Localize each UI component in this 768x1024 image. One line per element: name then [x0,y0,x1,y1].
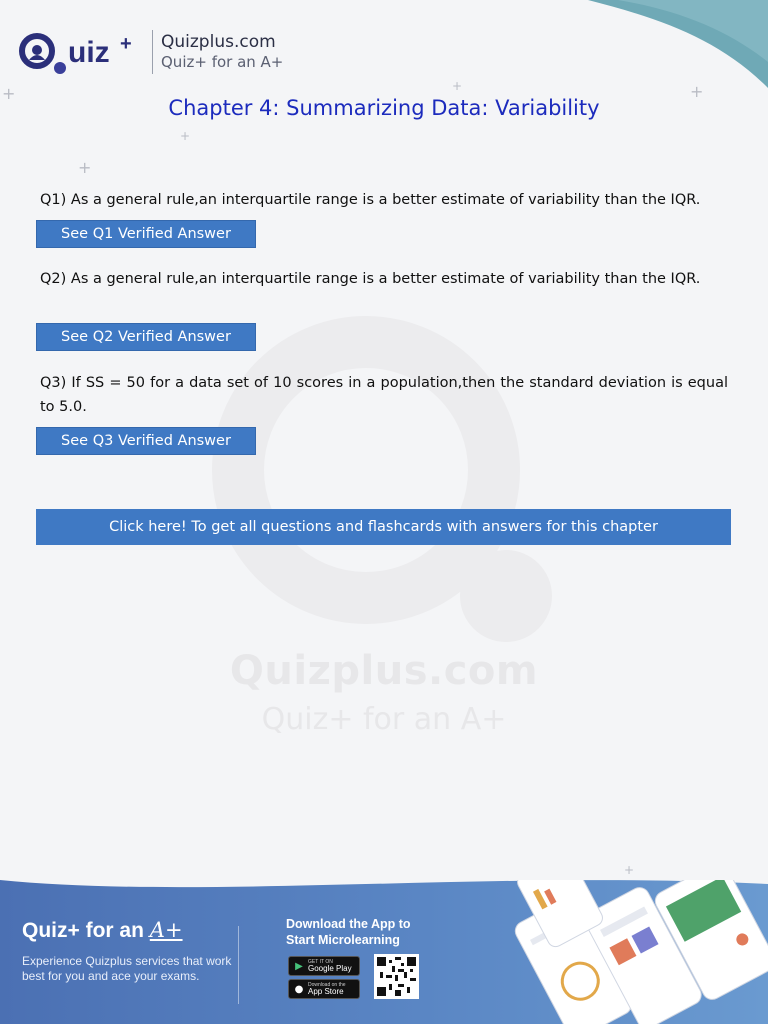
corner-decoration [468,0,768,110]
plus-decoration-icon: + [2,84,16,103]
question-1-text: Q1) As a general rule,an interquartile range is a better estimate of variability than the IQR. [40,192,701,208]
download-app-text [286,916,411,948]
footer-title-prefix: Quiz+ for an [22,919,144,942]
logo-tagline: Quiz+ for an A+ [161,53,284,71]
all-questions-cta-button[interactable]: Click here! To get all questions and flashcards with answers for this chapter [36,509,731,545]
footer-title [22,918,183,943]
app-phones-illustration-icon [500,880,768,1024]
plus-decoration-icon: + [624,863,635,877]
footer-divider [238,926,239,1004]
quiz-plus-logo-icon [16,26,148,78]
app-store-label: App Store [308,987,344,996]
question-2-text: Q2) As a general rule,an interquartile range is a better estimate of variability than the IQR. [40,271,701,287]
google-play-button[interactable] [288,956,360,976]
watermark-subtitle: Quiz+ for an A+ [261,702,507,737]
app-store-small-label: Download on the [308,982,346,988]
plus-decoration-icon: + [78,158,92,177]
apple-icon: ● [294,983,304,995]
google-play-text [308,959,352,973]
qr-code[interactable] [374,954,419,999]
google-play-small-label: GET IT ON [308,959,333,965]
watermark-title: Quizplus.com [229,648,539,694]
svg-text:+: + [120,33,132,55]
svg-text:uiz: uiz [68,36,110,69]
page-title: Chapter 4: Summarizing Data: Variability [168,96,600,120]
see-q1-answer-button[interactable]: See Q1 Verified Answer [36,220,256,248]
header-logo[interactable] [16,26,283,78]
logo-site: Quizplus.com [161,32,276,52]
plus-decoration-icon: + [452,79,463,93]
app-store-text [308,982,346,996]
see-q3-answer-button[interactable]: See Q3 Verified Answer [36,427,256,455]
download-line-2: Start Microlearning [286,933,400,947]
plus-decoration-icon: + [180,129,191,143]
logo-divider [152,30,153,74]
app-store-button[interactable] [288,979,360,999]
google-play-label: Google Play [308,964,352,973]
download-line-1: Download the App to [286,917,411,931]
footer-banner [0,880,768,1024]
see-q2-answer-button[interactable]: See Q2 Verified Answer [36,323,256,351]
question-3-text: Q3) If SS = 50 for a data set of 10 scores in a population,then the standard deviation is equal to 5.0. [40,375,728,415]
google-play-icon: ▶ [295,960,303,972]
logo-text-block [161,32,283,72]
plus-decoration-icon: + [690,82,704,101]
footer-title-aplus: A+ [149,918,183,942]
footer-description: Experience Quizplus services that work best for you and ace your exams. [22,954,232,983]
qr-code-icon [377,957,416,996]
